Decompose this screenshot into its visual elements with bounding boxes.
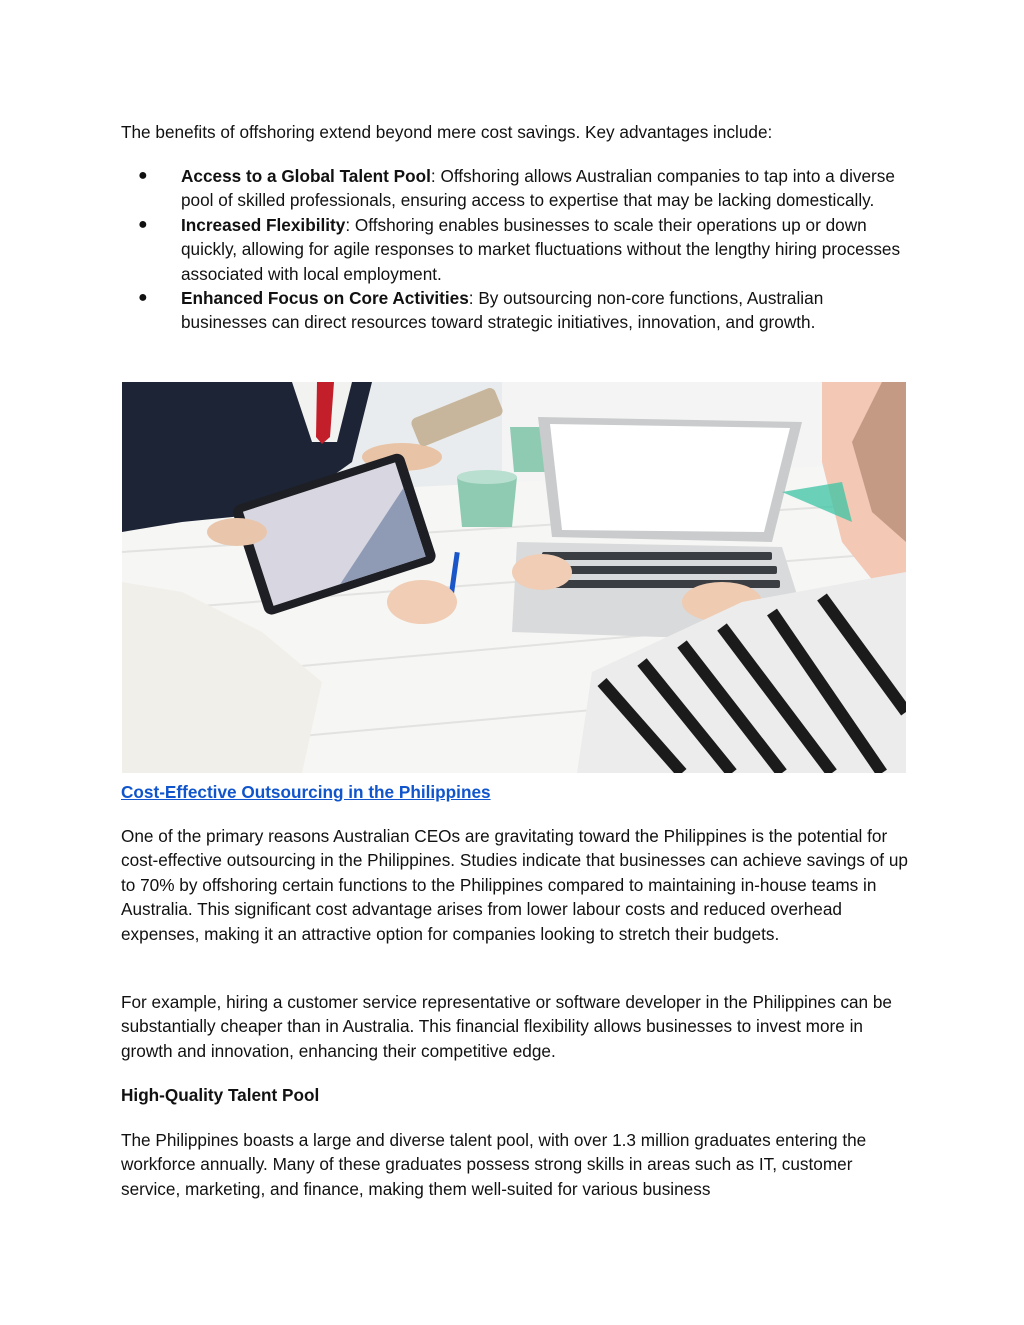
bullet-icon: ● <box>138 167 148 184</box>
paragraph-example: For example, hiring a customer service representative or software developer in the Philippines can be substantially cheaper than in Australia. This financial flexibility allows businesses to invest more in growth and innovation, enhancing their competitive edge. <box>121 992 892 1061</box>
bullet-title: Access to a Global Talent Pool <box>181 166 431 186</box>
paragraph-cost-effective: One of the primary reasons Australian CEOs are gravitating toward the Philippines is the potential for cost-effective outsourcing in the Philippines. Studies indicate that businesses can achieve savings of up to 70% by offshoring certain functions to the Philippines compared to maintaining in-house teams in Australia. This significant cost advantage arises from lower labour costs and reduced overhead expenses, making it an attractive option for companies looking to stretch their budgets. <box>121 826 908 944</box>
advantages-list <box>121 164 911 335</box>
bullet-text: : Offshoring enables businesses to scale their operations up or down quickly, allowing for agile responses to market fluctuations without the lengthy hiring processes associated with local employment. <box>181 214 901 284</box>
list-item <box>121 164 911 213</box>
bullet-text: : By outsourcing non-core functions, Australian businesses can direct resources toward strategic initiatives, innovation, and growth. <box>181 288 824 333</box>
bullet-title: Enhanced Focus on Core Activities <box>181 288 469 309</box>
list-item <box>121 286 911 335</box>
bullet-icon: ● <box>138 215 148 233</box>
meeting-photo <box>122 382 906 773</box>
bullet-icon: ● <box>138 289 148 307</box>
section-heading: High-Quality Talent Pool <box>121 1085 320 1105</box>
bullet-text: : Offshoring allows Australian companies to tap into a diverse pool of skilled professionals, ensuring access to expertise that may be lacking domestically. <box>181 166 895 211</box>
list-item <box>121 213 911 286</box>
section-link[interactable]: Cost-Effective Outsourcing in the Philippines <box>121 782 491 802</box>
bullet-title: Increased Flexibility <box>181 214 346 235</box>
paragraph-talent-pool: The Philippines boasts a large and diverse talent pool, with over 1.3 million graduates entering the workforce annually. Many of these graduates possess strong skills in areas such as IT, customer service, marketing, and finance, making them well-suited for various business <box>121 1130 867 1199</box>
intro-text: The benefits of offshoring extend beyond mere cost savings. Key advantages include: <box>121 122 773 142</box>
